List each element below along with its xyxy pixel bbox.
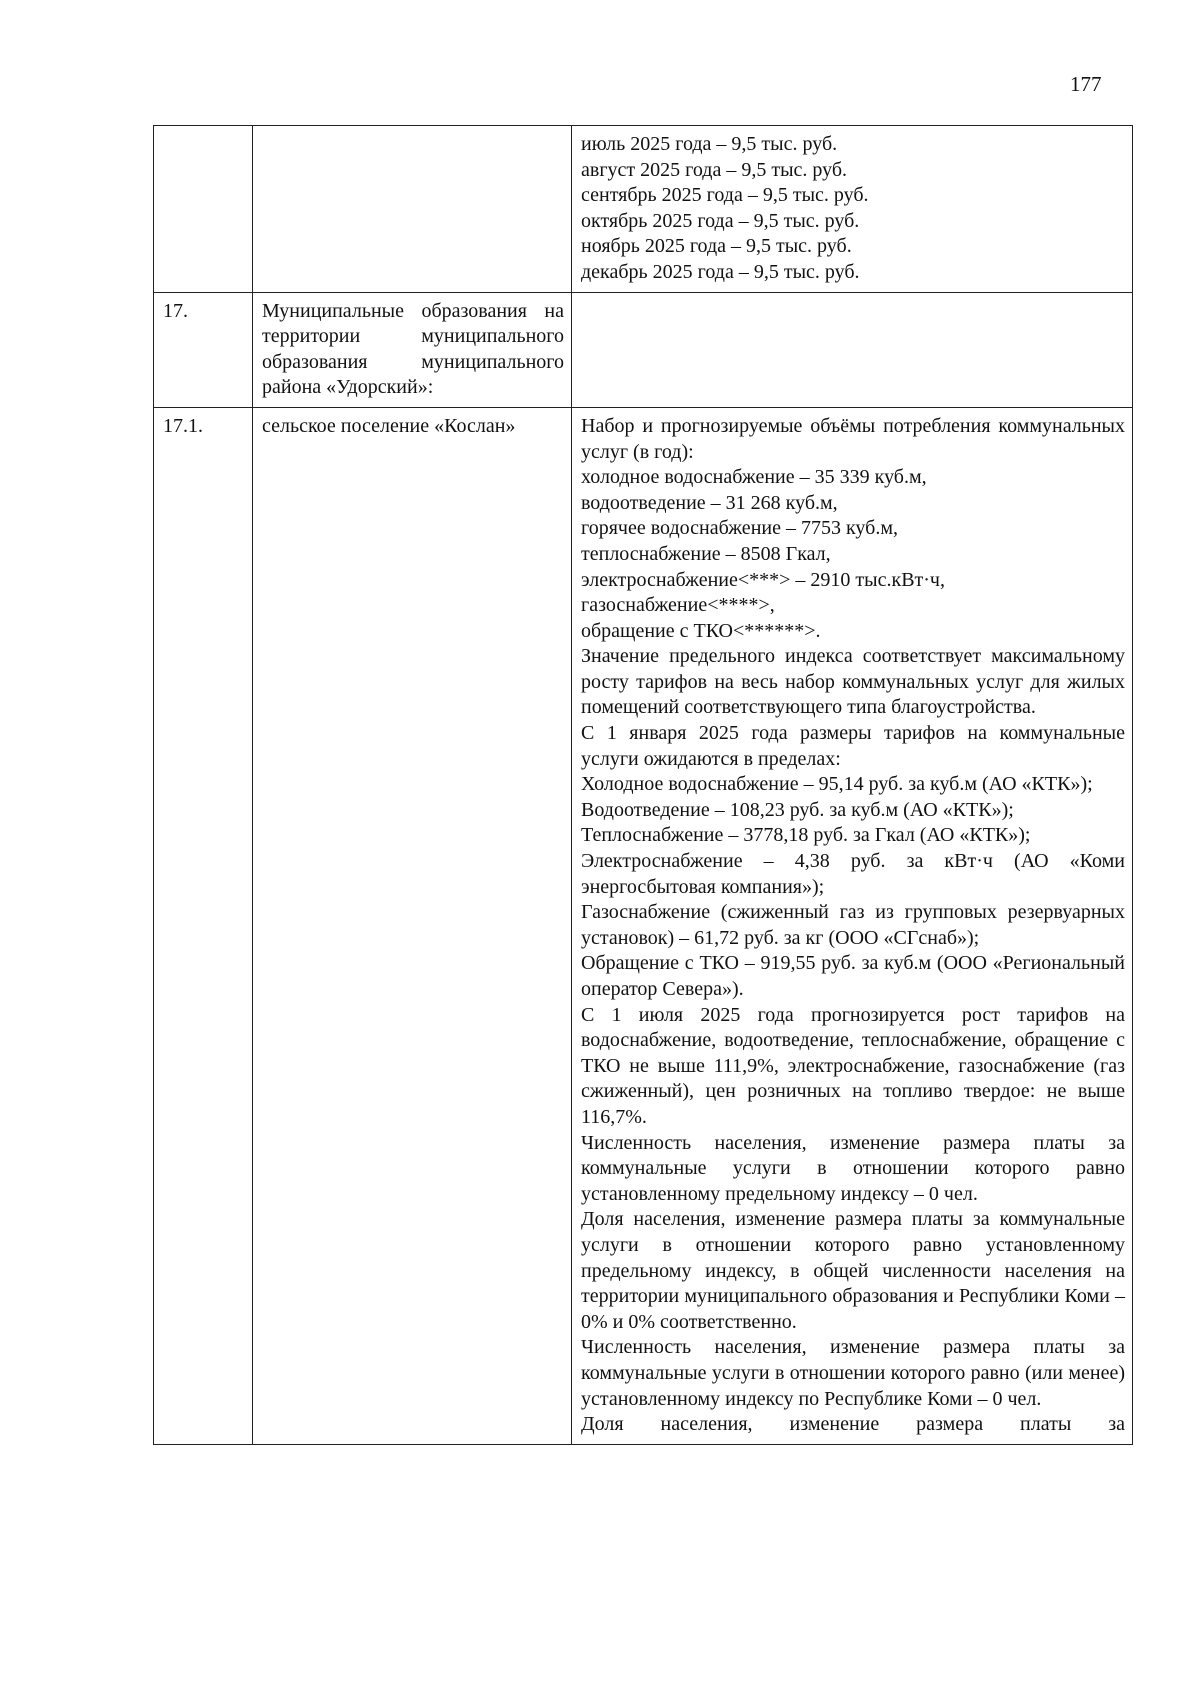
row-number: 17.1.: [154, 407, 253, 1444]
paragraph: Доля населения, изменение размера платы за коммунальные услуги в отношении которого равно установленному предельному индексу, в общей численности населения на территории муниципального образования и Республики Коми – 0% и 0% соответственно.: [581, 1208, 1125, 1333]
table-row: [154, 407, 1133, 1444]
tariff-line: Обращение с ТКО – 919,55 руб. за куб.м (ООО «Региональный оператор Севера»).: [581, 952, 1125, 1000]
paragraph: Численность населения, изменение размера платы за коммунальные услуги в отношении которого равно (или менее) установленному индексу по Республике Коми – 0 чел.: [581, 1336, 1125, 1410]
month-line: август 2025 года – 9,5 тыс. руб.: [581, 158, 848, 181]
consumption-line: газоснабжение<****>,: [581, 594, 775, 617]
table-row: [154, 292, 1133, 407]
municipality-name: Муниципальные образования на территории муниципального образования муниципального района «Удорский»:: [253, 292, 572, 407]
content-cell: [572, 126, 1133, 293]
paragraph: Численность населения, изменение размера платы за коммунальные услуги в отношении которого равно установленному предельному индексу – 0 чел.: [581, 1131, 1125, 1205]
paragraph: Набор и прогнозируемые объёмы потребления коммунальных услуг (в год):: [581, 414, 1125, 463]
table-row: [154, 126, 1133, 293]
month-line: декабрь 2025 года – 9,5 тыс. руб.: [581, 260, 860, 283]
month-line: сентябрь 2025 года – 9,5 тыс. руб.: [581, 184, 869, 207]
tariff-line: Газоснабжение (сжиженный газ из групповых резервуарных установок) – 61,72 руб. за кг (ООО «СГснаб»);: [581, 901, 1125, 949]
name-cell: [253, 126, 572, 293]
consumption-line: водоотведение – 31 268 куб.м,: [581, 491, 838, 514]
number-cell: [154, 126, 253, 293]
month-line: октябрь 2025 года – 9,5 тыс. руб.: [581, 209, 860, 232]
tariff-table: [153, 125, 1133, 1445]
paragraph: С 1 января 2025 года размеры тарифов на коммунальные услуги ожидаются в пределах:: [581, 722, 1125, 770]
paragraph: С 1 июля 2025 года прогнозируется рост тарифов на водоснабжение, водоотведение, теплоснабжение, обращение с ТКО не выше 111,9%, электроснабжение, газоснабжение (газ сжиженный), цен розничных на топливо твердое: не выше 116,7%.: [581, 1003, 1125, 1128]
tariff-line: Теплоснабжение – 3778,18 руб. за Гкал (АО «КТК»);: [581, 824, 1031, 847]
month-line: ноябрь 2025 года – 9,5 тыс. руб.: [581, 235, 852, 258]
row-number: 17.: [154, 292, 253, 407]
content-cell: [572, 292, 1133, 407]
consumption-line: холодное водоснабжение – 35 339 куб.м,: [581, 466, 927, 489]
month-line: июль 2025 года – 9,5 тыс. руб.: [581, 133, 838, 155]
settlement-name: сельское поселение «Кослан»: [253, 407, 572, 1444]
paragraph: Значение предельного индекса соответствует максимальному росту тарифов на весь набор коммунальных услуг для жилых помещений соответствующего типа благоустройства.: [581, 645, 1125, 719]
page-number: 177: [1070, 72, 1102, 96]
consumption-line: горячее водоснабжение – 7753 куб.м,: [581, 517, 898, 540]
consumption-line: электроснабжение<***> – 2910 тыс.кВт·ч,: [581, 568, 945, 591]
tariff-line: Электроснабжение – 4,38 руб. за кВт·ч (АО «Коми энергосбытовая компания»);: [581, 850, 1125, 898]
consumption-line: обращение с ТКО<******>.: [581, 619, 821, 642]
paragraph: Доля населения, изменение размера платы за: [581, 1413, 1125, 1436]
tariff-line: Водоотведение – 108,23 руб. за куб.м (АО «КТК»);: [581, 798, 1014, 821]
consumption-line: теплоснабжение – 8508 Гкал,: [581, 542, 831, 565]
content-cell: [572, 407, 1133, 1444]
tariff-line: Холодное водоснабжение – 95,14 руб. за куб.м (АО «КТК»);: [581, 773, 1093, 796]
